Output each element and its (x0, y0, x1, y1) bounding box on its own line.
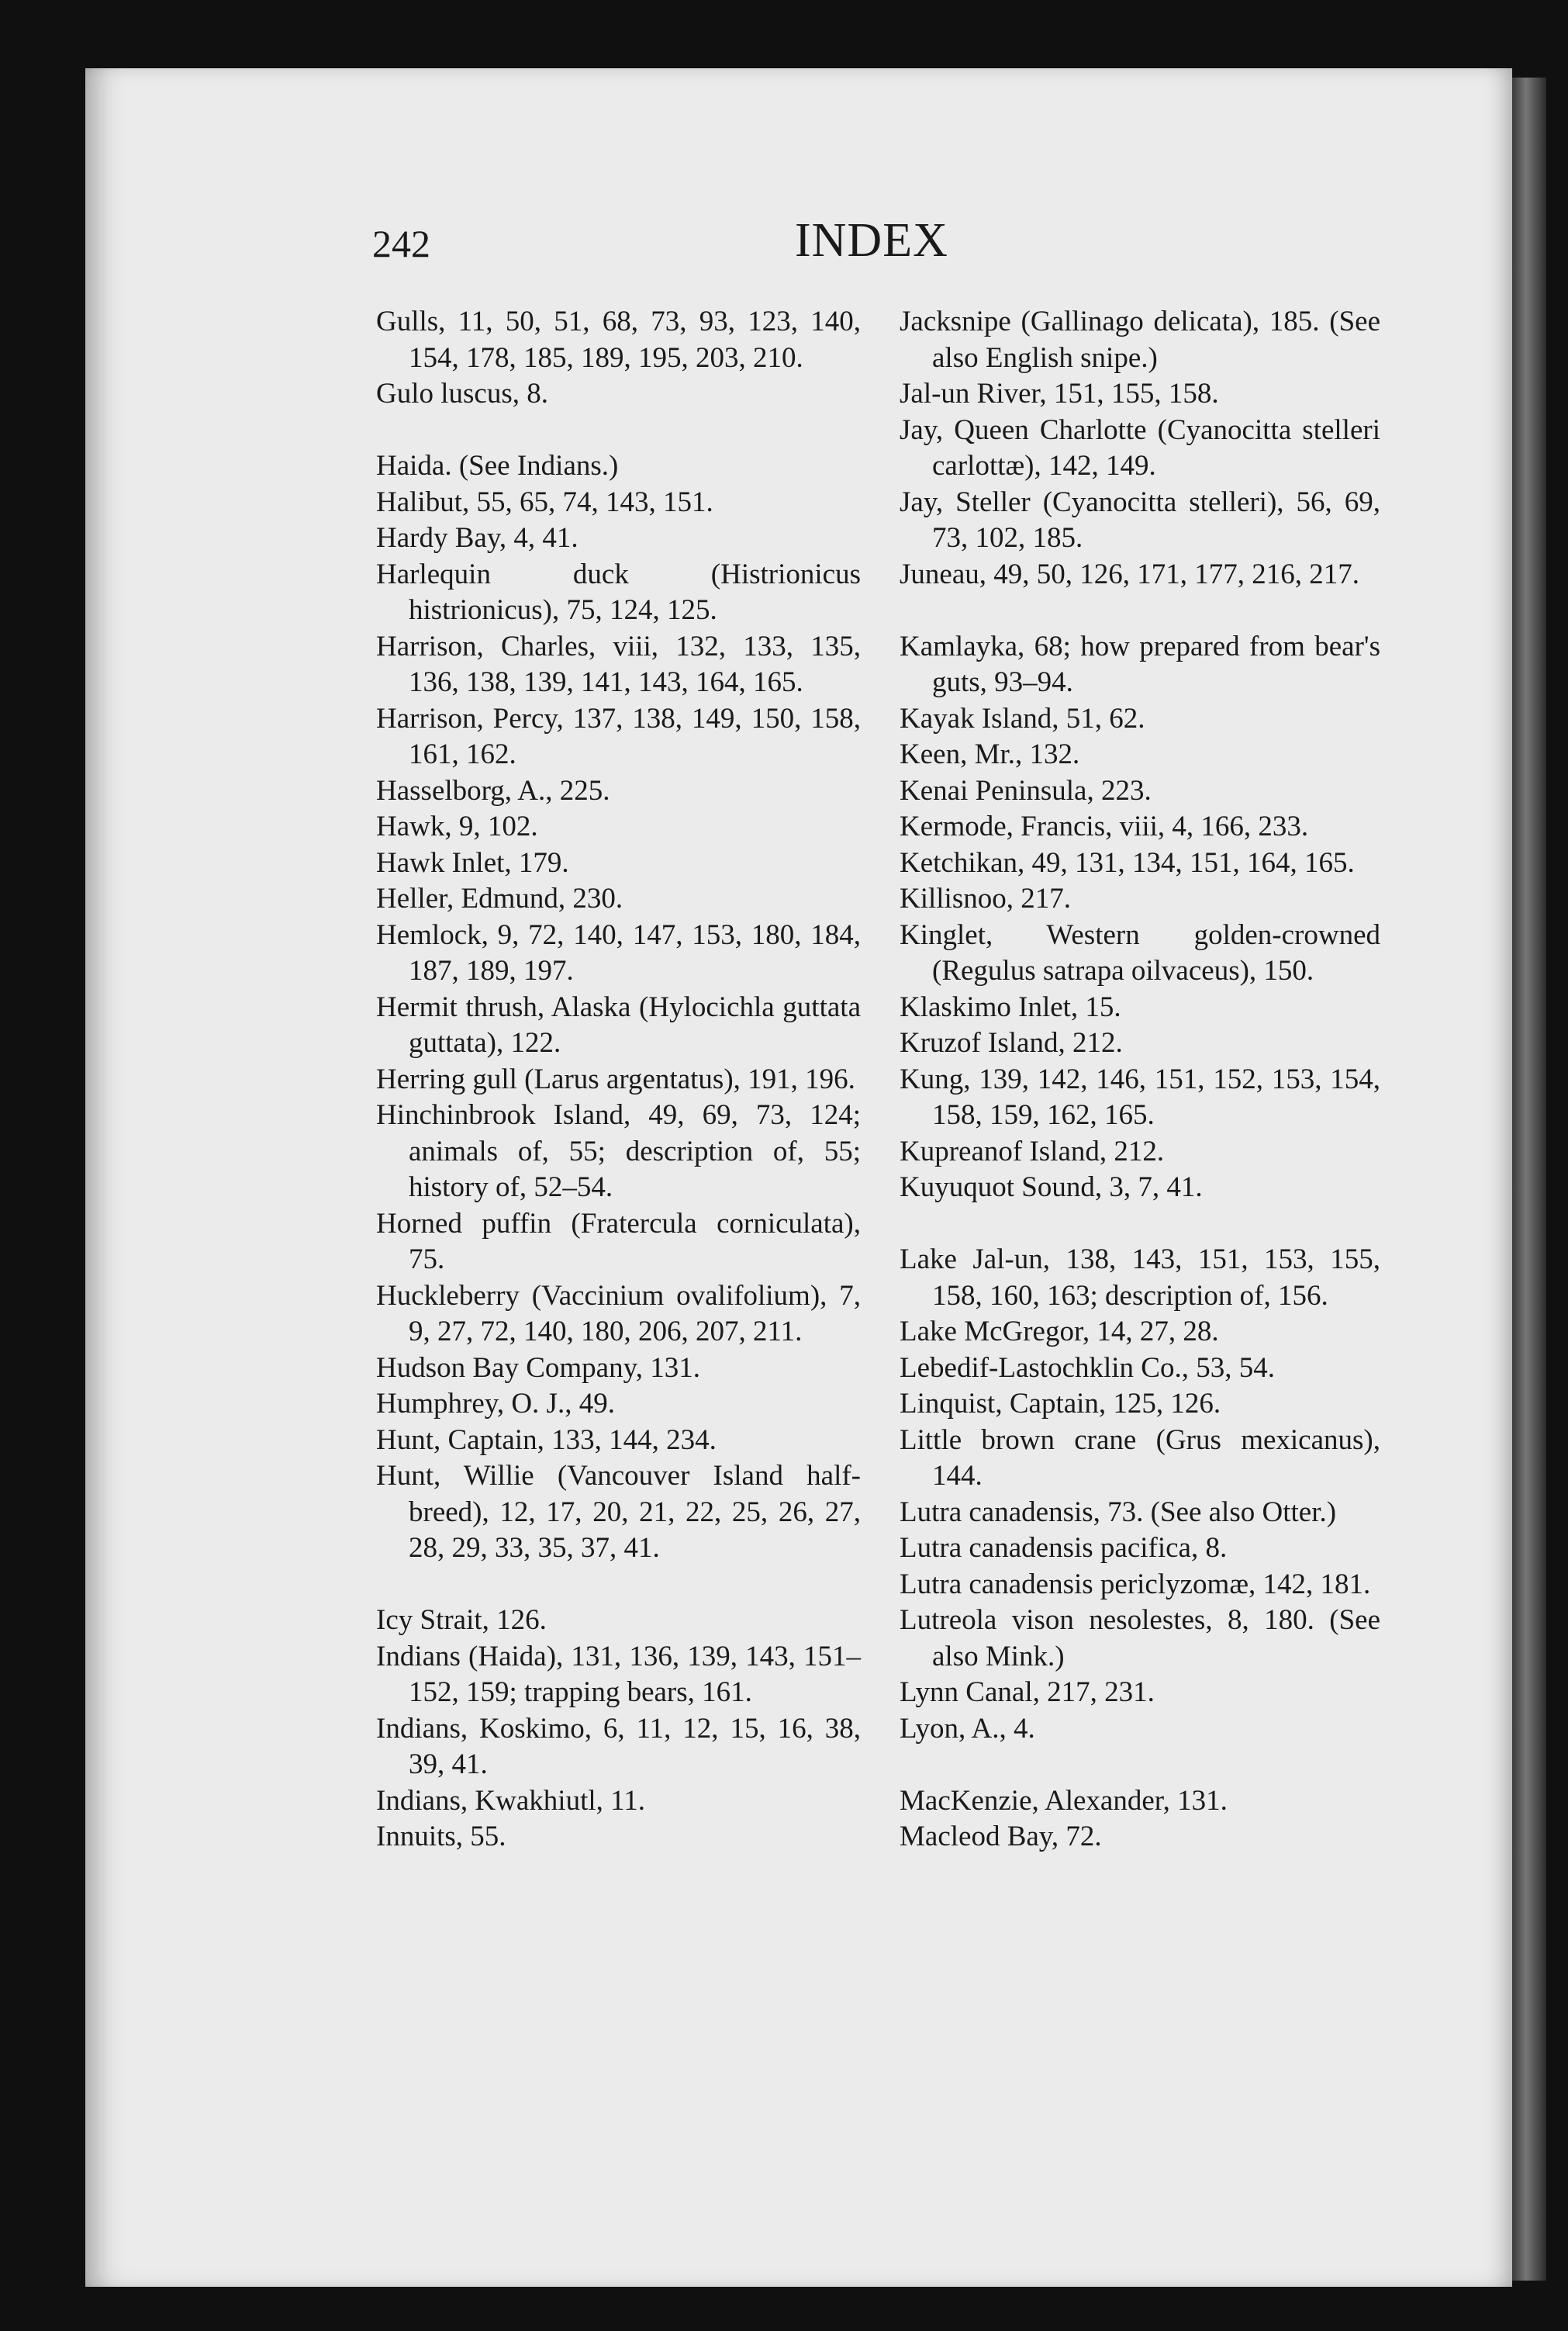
index-column-left (376, 304, 861, 1855)
index-entry: Horned puffin (Fratercula corniculata), 75. (376, 1207, 861, 1275)
index-entry: Gulo luscus, 8. (376, 378, 548, 410)
index-entry: Little brown crane (Grus mexicanus), 144. (900, 1423, 1380, 1492)
index-entry: Macleod Bay, 72. (900, 1821, 1102, 1852)
index-entry: Jay, Steller (Cyanocitta stelleri), 56, 69, 73, 102, 185. (900, 486, 1380, 554)
section-gap (900, 593, 1380, 629)
index-entry: Kruzof Island, 212. (900, 1027, 1123, 1059)
index-entry: Hunt, Captain, 133, 144, 234. (376, 1423, 717, 1456)
index-entry: Hardy Bay, 4, 41. (376, 522, 579, 554)
section-gap (900, 1747, 1380, 1783)
index-entry: Juneau, 49, 50, 126, 171, 177, 216, 217. (900, 558, 1359, 590)
index-entry: Kupreanof Island, 212. (900, 1135, 1165, 1167)
index-entry: Linquist, Captain, 125, 126. (900, 1388, 1221, 1420)
index-entry: Indians, Koskimo, 6, 11, 12, 15, 16, 38, 39, 41. (376, 1712, 861, 1780)
index-entry: Lake Jal-un, 138, 143, 151, 153, 155, 158, 160, 163; description of, 156. (900, 1243, 1380, 1312)
index-entry: Lutra canadensis periclyzomæ, 142, 181. (900, 1568, 1371, 1600)
index-entry: Klaskimo Inlet, 15. (900, 991, 1121, 1023)
index-entry: MacKenzie, Alexander, 131. (900, 1784, 1228, 1817)
index-entry: Herring gull (Larus argentatus), 191, 196. (376, 1063, 855, 1095)
index-entry: Kuyuquot Sound, 3, 7, 41. (900, 1171, 1203, 1203)
index-entry: Lutreola vison nesolestes, 8, 180. (See also Mink.) (900, 1604, 1380, 1672)
section-gap (900, 1206, 1380, 1243)
index-entry: Jay, Queen Charlotte (Cyanocitta stelleri carlottæ), 142, 149. (900, 413, 1380, 482)
index-entry: Ketchikan, 49, 131, 134, 151, 164, 165. (900, 846, 1355, 879)
index-entry: Humphrey, O. J., 49. (376, 1388, 615, 1420)
index-entry: Lynn Canal, 217, 231. (900, 1676, 1155, 1708)
index-entry: Lutra canadensis, 73. (See also Otter.) (900, 1496, 1337, 1528)
index-entry: Lebedif-Lastochklin Co., 53, 54. (900, 1351, 1275, 1384)
index-entry: Hinchinbrook Island, 49, 69, 73, 124; animals of, 55; description of, 55; history of, 52–54. (376, 1099, 861, 1203)
index-entry: Icy Strait, 126. (376, 1604, 547, 1636)
section-gap (376, 413, 861, 449)
index-entry: Indians (Haida), 131, 136, 139, 143, 151–152, 159; trapping bears, 161. (376, 1640, 861, 1708)
index-entry: Lake McGregor, 14, 27, 28. (900, 1316, 1219, 1347)
index-entry: Kamlayka, 68; how prepared from bear's guts, 93–94. (900, 630, 1380, 698)
index-entry: Keen, Mr., 132. (900, 738, 1080, 770)
index-entry: Harrison, Charles, viii, 132, 133, 135, 136, 138, 139, 141, 143, 164, 165. (376, 630, 861, 698)
index-entry: Harrison, Percy, 137, 138, 149, 150, 158, 161, 162. (376, 702, 861, 770)
index-entry: Hasselborg, A., 225. (376, 774, 610, 807)
index-entry: Hawk, 9, 102. (376, 811, 538, 842)
index-entry: Hawk Inlet, 179. (376, 846, 569, 879)
index-entry: Gulls, 11, 50, 51, 68, 73, 93, 123, 140, 154, 178, 185, 189, 195, 203, 210. (376, 306, 861, 374)
index-entry: Kayak Island, 51, 62. (900, 702, 1145, 735)
index-entry: Jacksnipe (Gallinago delicata), 185. (See also English snipe.) (900, 306, 1380, 374)
page-header (372, 213, 962, 275)
index-column-right (900, 304, 1380, 1855)
section-gap (376, 1567, 861, 1603)
index-entry: Jal-un River, 151, 155, 158. (900, 378, 1219, 410)
page-number: 242 (372, 222, 430, 265)
index-entry: Kung, 139, 142, 146, 151, 152, 153, 154, 158, 159, 162, 165. (900, 1063, 1380, 1131)
index-entry: Halibut, 55, 65, 74, 143, 151. (376, 486, 713, 518)
running-title: INDEX (795, 214, 948, 267)
index-entry: Harlequin duck (Histrionicus histrionicus), 75, 124, 125. (376, 558, 861, 626)
index-entry: Hermit thrush, Alaska (Hylocichla guttata guttata), 122. (376, 991, 861, 1059)
index-entry: Hunt, Willie (Vancouver Island half-breed), 12, 17, 20, 21, 22, 25, 26, 27, 28, 29, 33, 35, 37, 41. (376, 1460, 861, 1564)
index-entry: Lyon, A., 4. (900, 1712, 1035, 1745)
index-entry: Killisnoo, 217. (900, 883, 1071, 915)
index-entry: Haida. (See Indians.) (376, 450, 619, 482)
index-entry: Huckleberry (Vaccinium ovalifolium), 7, 9, 27, 72, 140, 180, 206, 207, 211. (376, 1279, 861, 1347)
index-entry: Hemlock, 9, 72, 140, 147, 153, 180, 184, 187, 189, 197. (376, 918, 861, 987)
index-entry: Kenai Peninsula, 223. (900, 774, 1152, 807)
book-edge-shadow (1512, 78, 1546, 2281)
index-entry: Lutra canadensis pacifica, 8. (900, 1532, 1228, 1564)
index-entry: Kinglet, Western golden-crowned (Regulus satrapa oilvaceus), 150. (900, 918, 1380, 987)
index-entry: Heller, Edmund, 230. (376, 883, 623, 915)
index-entry: Indians, Kwakhiutl, 11. (376, 1784, 646, 1817)
index-entry: Innuits, 55. (376, 1821, 506, 1852)
index-entry: Hudson Bay Company, 131. (376, 1351, 700, 1384)
index-entry: Kermode, Francis, viii, 4, 166, 233. (900, 811, 1309, 842)
